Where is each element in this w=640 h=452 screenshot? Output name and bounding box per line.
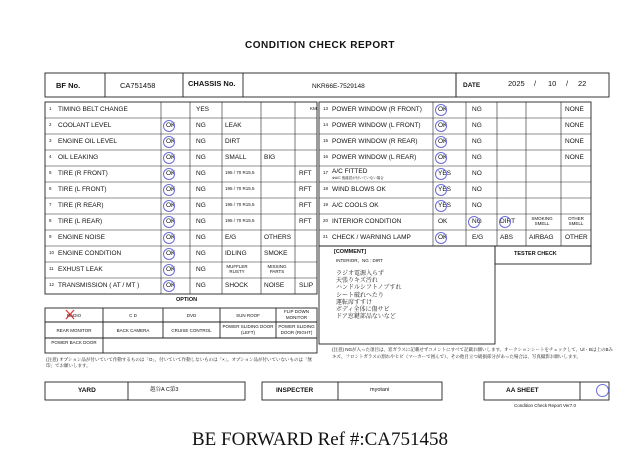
option-detail-2: AIRBAG <box>529 234 554 241</box>
option-detail-2: OTHERS <box>264 234 292 241</box>
row-number: 20 <box>323 218 329 223</box>
option-ng: NG <box>196 266 206 273</box>
row-number: 3 <box>49 138 52 143</box>
option-ok: OK <box>166 218 176 225</box>
option-detail-1: 195 / 70 R15.5 <box>225 170 255 175</box>
option-ng: NG <box>196 138 206 145</box>
check-circle <box>163 184 175 196</box>
row-number: 11 <box>49 266 54 271</box>
date-sep-1: / <box>534 79 537 88</box>
row-number: 2 <box>49 122 52 127</box>
yard-label: YARD <box>78 387 96 394</box>
option-item: POWER SLIDING DOOR (RIGHT) <box>278 324 315 335</box>
aa-sheet-circle <box>596 384 609 397</box>
row-number: 4 <box>49 154 52 159</box>
row-number: 12 <box>49 282 55 287</box>
option-ng: NG <box>472 138 482 145</box>
row-number: 9 <box>49 234 52 239</box>
option-ng: NG <box>472 106 482 113</box>
check-circle <box>163 136 175 148</box>
comment-line: ドア窓鍵部品ないなど <box>336 313 396 321</box>
check-circle <box>163 152 175 164</box>
option-item: POWER SLIDING DOOR (LEFT) <box>222 324 274 335</box>
option-detail-1: MUFFLER RUSTY <box>226 264 248 274</box>
row-number: 8 <box>49 218 52 223</box>
row-number: 15 <box>323 138 329 143</box>
option-ok: OK <box>166 138 176 145</box>
ng-note: (注意) NGが入った項目は、窓ガラスに記載せずコメントにすべて記載お願いします。オークションシートをチェックして、Ul・Bは上のBみキズ、フロントガラスの割れやヒビ（マーカーで囲んで）、その他目立つ破損部分があった場合は、写真撮影お願いします。 <box>332 347 614 359</box>
option-detail-2: SMOKING SMELL <box>531 216 553 226</box>
option-ok: OK <box>166 266 176 273</box>
option-detail-1: 195 / 70 R15.5 <box>225 186 255 191</box>
row-number: 10 <box>49 250 55 255</box>
row-label: ENGINE NOISE <box>58 234 105 241</box>
watermark-ref: BE FORWARD Ref #:CA751458 <box>192 429 448 450</box>
check-circle <box>163 248 175 260</box>
option-note: (注意) オプション品が付いていて作動するものは「O」。付いていて作動しないものは「×」。オプション品が付いていないものは「無印」でお願いします。 <box>46 357 313 368</box>
check-circle <box>163 232 175 244</box>
option-detail-3: NONE <box>565 138 584 145</box>
option-ng: NG <box>196 122 206 129</box>
row-label: TIRE (L REAR) <box>58 218 103 225</box>
comment-lines <box>336 270 402 320</box>
comment-line: ボディ全体に傷サビ <box>336 306 390 314</box>
report-title: CONDITION CHECK REPORT <box>245 40 395 51</box>
option-ok: OK <box>166 202 176 209</box>
option-detail-2: SMOKE <box>264 250 288 257</box>
check-circle <box>435 104 447 116</box>
option-ok: OK <box>438 154 448 161</box>
check-circle <box>163 200 175 212</box>
row-label: OIL LEAKING <box>58 154 99 161</box>
date-year: 2025 <box>508 79 525 88</box>
option-ng: NO <box>472 202 482 209</box>
option-ng: NG <box>196 186 206 193</box>
row-label: ENGINE CONDITION <box>58 250 122 257</box>
option-detail-3: RFT <box>299 218 312 225</box>
option-ok: OK <box>166 282 176 289</box>
option-detail-3: RFT <box>299 202 312 209</box>
option-ok: OK <box>166 154 176 161</box>
option-ng: NG <box>196 234 206 241</box>
check-circle <box>163 280 175 292</box>
option-ng: NO <box>472 186 482 193</box>
option-ng: NG <box>472 154 482 161</box>
row-label: POWER WINDOW (R FRONT) <box>332 106 422 113</box>
bf-value: CA751458 <box>120 81 156 90</box>
check-circle <box>499 216 511 228</box>
row-label: TIMING BELT CHANGE <box>58 106 128 113</box>
chassis-value: NKR66E-7529148 <box>312 83 365 90</box>
comment-label: [COMMENT] <box>334 249 367 255</box>
inspector-value: myotani <box>370 387 390 393</box>
option-item: BACK CAMERA <box>116 328 150 333</box>
option-ok: OK <box>166 122 176 129</box>
option-ok: OK <box>166 170 176 177</box>
option-ng: NG <box>196 250 206 257</box>
comment-line: ラジオ電源入らず <box>336 270 385 277</box>
row-label: CHECK / WARNING LAMP <box>332 234 411 241</box>
inspector-label: INSPECTER <box>276 387 314 394</box>
option-detail-2: NOISE <box>264 282 285 289</box>
option-item: REAR MONITOR <box>56 328 92 333</box>
version: Condition Check Report Ver7.0 <box>514 403 577 408</box>
tester-check: TESTER CHECK <box>514 251 557 257</box>
check-circle <box>435 232 447 244</box>
row-label: POWER WINDOW (L FRONT) <box>332 122 421 129</box>
check-circle <box>468 216 480 228</box>
option-detail-1: SHOCK <box>225 282 249 289</box>
row-label: POWER WINDOW (R REAR) <box>332 138 418 145</box>
yard-value: 越谷A C第3 <box>150 387 179 393</box>
option-detail-1: SMALL <box>225 154 247 161</box>
row-label: WIND BLOWS OK <box>332 186 386 193</box>
row-number: 5 <box>49 170 52 175</box>
option-item: C D <box>129 313 137 318</box>
option-detail-3: NONE <box>565 122 584 129</box>
option-ng: NG <box>196 202 206 209</box>
option-detail-3: RFT <box>299 186 312 193</box>
option-detail-1: LEAK <box>225 122 242 129</box>
date-sep-2: / <box>566 79 569 88</box>
row-number: 7 <box>49 202 52 207</box>
row-label: TRANSMISSION ( AT / MT ) <box>58 282 140 289</box>
option-ok: OK <box>438 234 448 241</box>
option-ng: NG <box>196 218 206 225</box>
option-detail-1: E/G <box>225 234 237 241</box>
option-ng: NG <box>472 218 482 225</box>
row-label: A/C FITTED <box>332 168 368 175</box>
row-number: 13 <box>323 106 329 111</box>
comment-line: シート破れへたり <box>336 291 384 299</box>
check-circle <box>435 136 447 148</box>
row-sublabel: ※A/C 後確認が付いていない場合 <box>332 176 384 180</box>
km-unit: KM <box>310 106 317 111</box>
row-number: 16 <box>323 154 329 159</box>
option-ok: YES <box>438 186 452 193</box>
row-label: INTERIOR CONDITION <box>332 218 402 225</box>
row-number: 19 <box>323 202 329 207</box>
option-ok: OK <box>166 234 176 241</box>
option-ng: NG <box>472 122 482 129</box>
row-number: 1 <box>49 106 52 111</box>
row-label: EXHUST LEAK <box>58 266 103 273</box>
option-detail-3: OTHER SMELL <box>568 216 584 226</box>
option-ok: OK <box>438 138 448 145</box>
option-detail-2: MISSING PARTS <box>267 264 287 274</box>
option-ok: OK <box>438 106 448 113</box>
row-label: POWER WINDOW (L REAR) <box>332 154 417 161</box>
date-month: 10 <box>548 79 557 88</box>
row-number: 14 <box>323 122 329 127</box>
row-label: A/C COOLS OK <box>332 202 379 209</box>
row-label: TIRE (L FRONT) <box>58 186 107 193</box>
option-ng: NO <box>472 170 482 177</box>
option-item: RADIO <box>66 313 82 318</box>
option-ng: NG <box>196 170 206 177</box>
option-item: FLIP DOWN MONITOR <box>284 309 309 320</box>
option-ok: OK <box>438 122 448 129</box>
row-label: COOLANT LEVEL <box>58 122 112 129</box>
check-circle <box>163 216 175 228</box>
option-detail-3: RFT <box>299 170 312 177</box>
option-item: DVD <box>186 313 197 318</box>
option-detail-1: DIRT <box>225 138 241 145</box>
option-detail-1: 195 / 70 R15.5 <box>225 218 255 223</box>
check-circle <box>163 264 175 276</box>
option-detail-3: NONE <box>565 106 584 113</box>
date-label: DATE <box>463 82 481 89</box>
comment-line: 天張りキズ汚れ <box>336 277 378 285</box>
option-ok: YES <box>438 170 452 177</box>
row-number: 18 <box>323 186 329 191</box>
option-detail-1: DIRT <box>500 218 516 225</box>
chassis-label: CHASSIS No. <box>188 79 236 88</box>
option-ok: OK <box>438 218 448 225</box>
option-ng: NG <box>196 282 206 289</box>
option-ok: OK <box>166 250 176 257</box>
option-ng: YES <box>196 106 210 113</box>
row-number: 6 <box>49 186 52 191</box>
row-number: 21 <box>323 234 329 239</box>
comment-line: ハンドルシフトノブすれ <box>336 284 402 292</box>
row-label: TIRE (R REAR) <box>58 202 104 209</box>
row-number: 17 <box>323 170 329 175</box>
bf-label: BF No. <box>56 81 81 90</box>
comment-line: 運転席すすけ <box>336 298 373 306</box>
row-label: TIRE (R FRONT) <box>58 170 108 177</box>
check-circle <box>435 168 447 180</box>
option-detail-1: ABS <box>500 234 514 241</box>
check-circle <box>163 168 175 180</box>
option-ng: E/G <box>472 234 484 241</box>
option-item: SUN ROOF <box>236 313 260 318</box>
check-circle <box>435 184 447 196</box>
option-detail-1: 195 / 70 R15.5 <box>225 202 255 207</box>
comment-interior: INTERIOR、NG : DIRT <box>336 258 383 263</box>
option-ok: YES <box>438 202 452 209</box>
aa-sheet-label: AA SHEET <box>506 387 539 394</box>
option-detail-3: SLIP <box>299 282 314 289</box>
option-ng: NG <box>196 154 206 161</box>
option-detail-3: OTHER <box>565 234 588 241</box>
option-detail-3: NONE <box>565 154 584 161</box>
option-item: CRUISE CONTROL <box>171 328 212 333</box>
check-circle <box>163 120 175 132</box>
check-circle <box>435 152 447 164</box>
row-label: ENGINE OIL LEVEL <box>58 138 118 145</box>
option-detail-2: BIG <box>264 154 276 161</box>
check-circle <box>435 200 447 212</box>
check-circle <box>435 120 447 132</box>
option-label: OPTION <box>176 297 198 303</box>
option-detail-1: IDLING <box>225 250 247 257</box>
option-item: POWER BACK DOOR <box>51 340 97 345</box>
option-ok: OK <box>166 186 176 193</box>
date-day: 22 <box>578 79 587 88</box>
